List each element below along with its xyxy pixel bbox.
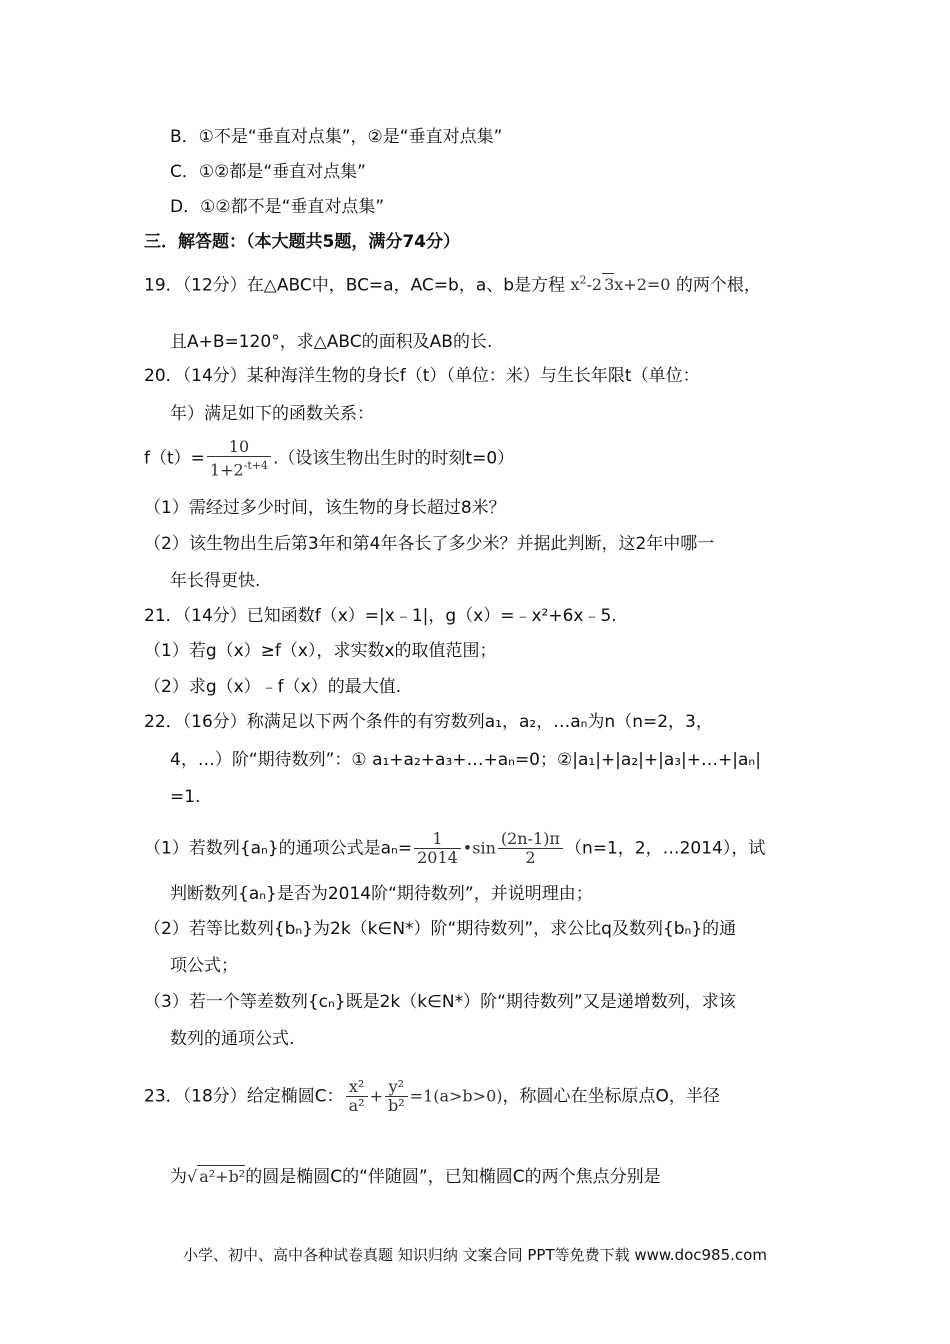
q19-line1 — [144, 270, 761, 296]
q23-fraction-y: $\frac{\text{y²}}{\text{b²}}$ — [385, 1078, 408, 1115]
q19-equation: $x^2-2$ 3x+2=0 — [570, 274, 671, 295]
q21-sub2: （2）求g（x）﹣f（x）的最大值. — [144, 677, 402, 697]
q22-line3: =1. — [170, 787, 201, 807]
q23-line1: 23．（18分）给定椭圆C： $\frac{\text{x²}}{\text{a²}}$ + $\frac{\text{y²}}{\text{b²}}$ =1(a>b>0)，称圆心在坐标原点O，半径 — [144, 1077, 720, 1115]
section-title: 三．解答题：（本大题共5题，满分74分） — [144, 232, 460, 252]
q21-sub1: （1）若g（x）≥f（x），求实数x的取值范围； — [144, 641, 497, 661]
q22-sub3b: 数列的通项公式. — [170, 1029, 295, 1049]
page-footer: 小学、初中、高中各种试卷真题 知识归纳 文案合同 PPT等免费下载 www.doc985.com — [183, 1246, 767, 1264]
q19-text-end: 的两个根， — [675, 275, 761, 296]
q22-sub1: （1）若数列{aₙ}的通项公式是aₙ= $\frac{1}{2014}$ •sin $\frac{(2n-1)\pi}{2}$ （n=1，2，…2014），试 — [144, 829, 766, 867]
option-b: B．①不是“垂直对点集”，②是“垂直对点集” — [170, 127, 503, 147]
q20-sub2b: 年长得更快. — [170, 571, 261, 591]
q20-function: f（t）= $\frac{10}{1+2^{-t+4}}$ .（设该生物出生时的时刻t=0） — [144, 437, 515, 480]
q22-sub2: （2）若等比数列{bₙ}为2k（k∈N*）阶“期待数列”，求公比q及数列{bₙ}的通 — [144, 919, 737, 939]
q20-fraction: $\frac{10}{1+2^{-t+4}}$ — [207, 438, 271, 479]
q22-sub2b: 项公式； — [170, 956, 238, 976]
q21-line1: 21．（14分）已知函数f（x）=|x﹣1|，g（x）=﹣x²+6x﹣5. — [144, 606, 617, 626]
q23-sqrt: a²+b² — [199, 1167, 246, 1186]
q20-line1: 20．（14分）某种海洋生物的身长f（t）（单位：米）与生长年限t（单位： — [144, 366, 700, 386]
q22-fraction-2: $\frac{(2n-1)\pi}{2}$ — [498, 830, 563, 867]
option-d: D．①②都不是“垂直对点集” — [170, 197, 385, 217]
q22-fraction-1: $\frac{1}{2014}$ — [414, 830, 461, 867]
q19-text: 19．（12分）在△ABC中，BC=a，AC=b，a、b是方程 — [144, 275, 566, 296]
q23-line2: 为√ a²+b²的圆是椭圆C的“伴随圆”，已知椭圆C的两个焦点分别是 — [170, 1167, 661, 1187]
q20-sub2: （2）该生物出生后第3年和第4年各长了多少米？并据此判断，这2年中哪一 — [144, 534, 715, 554]
option-c: C．①②都是“垂直对点集” — [170, 162, 366, 182]
q22-sub1b: 判断数列{aₙ}是否为2014阶“期待数列”，并说明理由； — [170, 884, 593, 904]
q22-line1: 22．（16分）称满足以下两个条件的有穷数列a₁，a₂，…aₙ为n（n=2，3， — [144, 712, 713, 732]
q23-fraction-x: $\frac{\text{x²}}{\text{a²}}$ — [346, 1078, 368, 1115]
q20-line2: 年）满足如下的函数关系： — [170, 404, 374, 424]
q22-line2: 4，…）阶“期待数列”：① a₁+a₂+a₃+…+aₙ=0；②|a₁|+|a₂|+|a₃|+…+|aₙ| — [170, 750, 761, 770]
q19-line2: 且A+B=120°，求△ABC的面积及AB的长. — [170, 332, 493, 352]
q22-sub3: （3）若一个等差数列{cₙ}既是2k（k∈N*）阶“期待数列”又是递增数列，求该 — [144, 992, 736, 1012]
q20-sub1: （1）需经过多少时间，该生物的身长超过8米？ — [144, 498, 506, 518]
